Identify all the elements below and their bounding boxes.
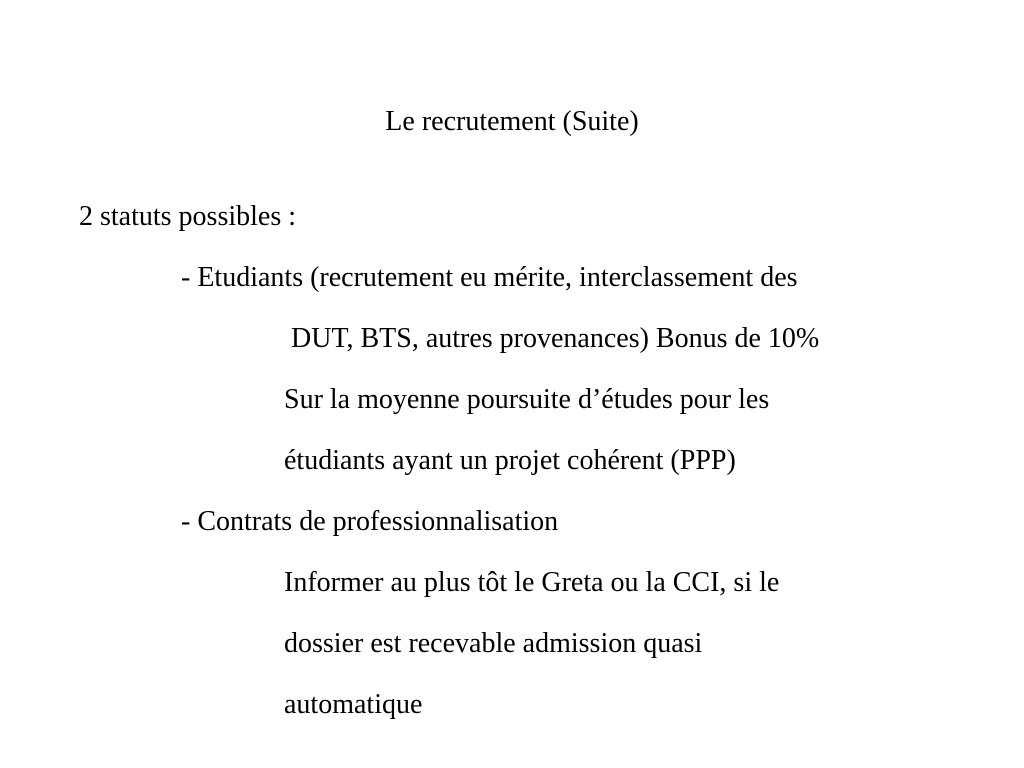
intro-text: 2 statuts possibles : [79, 201, 297, 232]
contracts-detail-line-2: dossier est recevable admission quasi [284, 628, 703, 659]
contracts-detail-line-3: automatique [284, 689, 423, 720]
students-detail-line-2: étudiants ayant un projet cohérent (PPP) [284, 445, 736, 476]
students-heading: - Etudiants (recrutement eu mérite, interclassement des [181, 262, 798, 293]
contracts-heading: - Contrats de professionnalisation [181, 506, 559, 537]
slide-title: Le recrutement (Suite) [385, 106, 639, 137]
students-detail-line-1: Sur la moyenne poursuite d’études pour les [284, 384, 770, 415]
contracts-detail-line-1: Informer au plus tôt le Greta ou la CCI, si le [284, 567, 780, 598]
students-continuation: DUT, BTS, autres provenances) Bonus de 10% [291, 323, 820, 354]
